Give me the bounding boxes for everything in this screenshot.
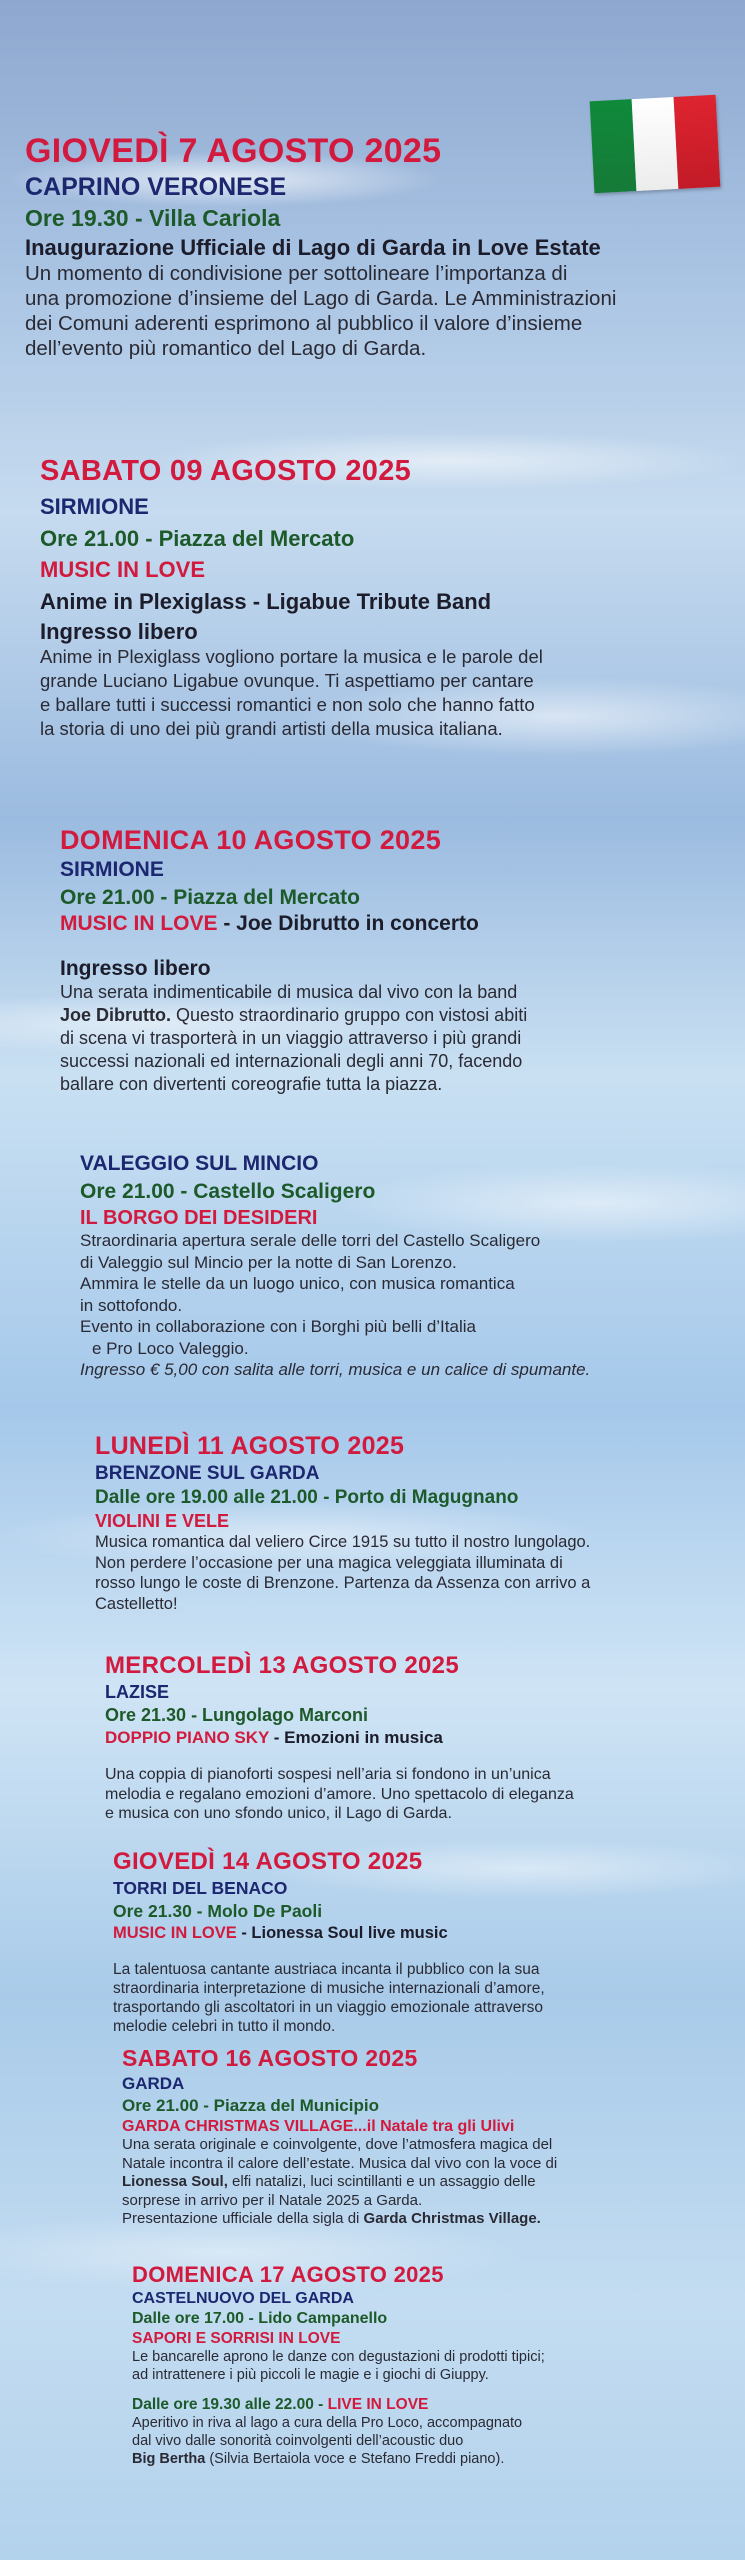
event-description: Le bancarelle aprono le danze con degustazioni di prodotti tipici; ad intrattenere i più piccoli le magie e i giochi di Giuppy. [132, 2349, 545, 2383]
event-section: GARDA CHRISTMAS VILLAGE...il Natale tra gli Ulivi [122, 2118, 515, 2135]
event-time: Dalle ore 17.00 - Lido Campanello [132, 2310, 388, 2327]
event-place: CAPRINO VERONESE [25, 173, 287, 201]
event-date: LUNEDÌ 11 AGOSTO 2025 [95, 1432, 405, 1460]
event-section: DOPPIO PIANO SKY [105, 1728, 270, 1747]
event-title-line [105, 1728, 725, 1748]
event-time: Dalle ore 19.00 alle 21.00 - Porto di Magugnano [95, 1487, 519, 1508]
event-date: DOMENICA 17 AGOSTO 2025 [132, 2262, 444, 2287]
event-description: Musica romantica dal veliero Circe 1915 su tutto il nostro lungolago. Non perdere l’occasione per una magica veleggiata illuminata di rosso lungo le coste di Brenzone. Partenza da Assenza con arrivo a Castelletto! [95, 1533, 591, 1613]
band-name: Joe Dibrutto. [60, 1005, 171, 1025]
event-place: BRENZONE SUL GARDA [95, 1463, 320, 1484]
event-entry: Ingresso libero [60, 957, 211, 980]
event-section: SAPORI E SORRISI IN LOVE [132, 2330, 341, 2347]
event-description: Una coppia di pianoforti sospesi nell’aria si fondono in un’unica melodia e regalano emozioni d’amore. Uno spettacolo di eleganza e musica con uno sfondo unico, il Lago di Garda. [105, 1766, 574, 1822]
event-description: Straordinaria apertura serale delle torri del Castello Scaligero di Valeggio sul Mincio per la notte di San Lorenzo. Ammira le stelle da un luogo unico, con musica romantica in sottofondo. Evento in collaborazione con i Borghi più belli d’Italia e Pro Loco Valeggio. Ingresso € 5,00 con salita alle torri, musica e un calice di spumante. [80, 1230, 720, 1381]
event-title: - Joe Dibrutto in concerto [217, 912, 479, 935]
event-title: Anime in Plexiglass - Ligabue Tribute Band [40, 589, 492, 614]
event-title: Inaugurazione Ufficiale di Lago di Garda in Love Estate [25, 235, 601, 260]
event-section: IL BORGO DEI DESIDERI [80, 1207, 318, 1229]
event-date: SABATO 16 AGOSTO 2025 [122, 2045, 418, 2071]
event-date: DOMENICA 10 AGOSTO 2025 [60, 825, 442, 855]
event-time-2: Dalle ore 19.30 alle 22.00 - LIVE IN LOVE [132, 2396, 429, 2413]
event-place: LAZISE [105, 1682, 170, 1702]
event-valeggio [80, 1152, 720, 1381]
event-section: VIOLINI E VELE [95, 1511, 230, 1531]
event-caprino-veronese [25, 132, 725, 361]
event-entry: Ingresso libero [40, 619, 198, 644]
event-sirmione-10 [60, 825, 725, 1096]
event-date: GIOVEDÌ 7 AGOSTO 2025 [25, 132, 442, 170]
event-place: CASTELNUOVO DEL GARDA [132, 2290, 354, 2307]
event-garda [122, 2045, 722, 2229]
event-time: Ore 21.00 - Piazza del Municipio [122, 2096, 379, 2115]
event-castelnuovo [132, 2262, 722, 2468]
event-description: La talentuosa cantante austriaca incanta il pubblico con la sua straordinaria interpretazione di musiche internazionali d’amore, trasportando gli ascoltatori in un viaggio emozionale attraverso melodie celebri in tutto il mondo. [113, 1960, 545, 2035]
event-date: GIOVEDÌ 14 AGOSTO 2025 [113, 1848, 423, 1875]
duo-name: Big Bertha [132, 2451, 206, 2467]
event-title-line [60, 912, 725, 936]
event-lazise [105, 1652, 725, 1824]
event-title: - Lionessa Soul live music [236, 1924, 448, 1942]
event-place: GARDA [122, 2074, 185, 2093]
live-in-love-label: LIVE IN LOVE [327, 2396, 429, 2413]
event-section: MUSIC IN LOVE [113, 1924, 237, 1942]
event-time: Ore 21.00 - Piazza del Mercato [40, 526, 355, 551]
village-name: Garda Christmas Village. [363, 2210, 541, 2227]
event-date: MERCOLEDÌ 13 AGOSTO 2025 [105, 1652, 459, 1679]
event-description-2: Aperitivo in riva al lago a cura della Pro Loco, accompagnato dal vivo dalle sonorità coinvolgenti dell’acoustic duo Big Bertha (Silvia Bertaiola voce e Stefano Freddi piano). [132, 2415, 523, 2467]
event-time: Ore 19.30 - Villa Cariola [25, 205, 281, 231]
event-torri-del-benaco [113, 1848, 725, 2036]
event-title-line [113, 1924, 725, 1943]
event-description: Una serata originale e coinvolgente, dove l’atmosfera magica del Natale incontra il calore dell’estate. Musica dal vivo con la voce di Lionessa Soul, elfi natalizi, luci scintillanti e un assaggio delle sorprese in arrivo per il Natale 2025 a Garda. Presentazione ufficiale della sigla di Garda Christmas Village. [122, 2136, 558, 2227]
event-time: Ore 21.00 - Castello Scaligero [80, 1180, 376, 1203]
event-time: Ore 21.00 - Piazza del Mercato [60, 886, 360, 909]
event-place: SIRMIONE [60, 858, 164, 881]
event-description: Un momento di condivisione per sottolineare l’importanza di una promozione d’insieme del Lago di Garda. Le Amministrazioni dei Comuni aderenti esprimono al pubblico il valore d’insieme dell’evento più romantico del Lago di Garda. [25, 262, 617, 360]
event-note: Ingresso € 5,00 con salita alle torri, musica e un calice di spumante. [80, 1360, 591, 1379]
event-title: - Emozioni in musica [269, 1728, 443, 1747]
event-section: MUSIC IN LOVE [40, 557, 206, 582]
event-time: Ore 21.30 - Molo De Paoli [113, 1901, 323, 1921]
event-date: SABATO 09 AGOSTO 2025 [40, 455, 412, 487]
event-place: SIRMIONE [40, 494, 149, 519]
event-sirmione-09 [40, 455, 720, 741]
event-section: MUSIC IN LOVE [60, 912, 218, 935]
event-place: TORRI DEL BENACO [113, 1878, 288, 1898]
event-description: Anime in Plexiglass vogliono portare la musica e le parole del grande Luciano Ligabue ovunque. Ti aspettiamo per cantare e ballare tutti i successi romantici e non solo che hanno fatto la storia di uno dei più grandi artisti della musica italiana. [40, 646, 543, 739]
event-time: Ore 21.30 - Lungolago Marconi [105, 1705, 369, 1725]
event-place: VALEGGIO SUL MINCIO [80, 1152, 319, 1175]
event-brenzone [95, 1432, 720, 1614]
singer-name: Lionessa Soul, [122, 2173, 228, 2190]
event-description: Una serata indimenticabile di musica dal vivo con la band Joe Dibrutto. Questo straordinario gruppo con vistosi abiti di scena vi trasporterà in un viaggio attraverso i più grandi successi nazionali ed internazionali degli anni 70, facendo ballare con divertenti coreografie tutta la piazza. [60, 982, 528, 1094]
